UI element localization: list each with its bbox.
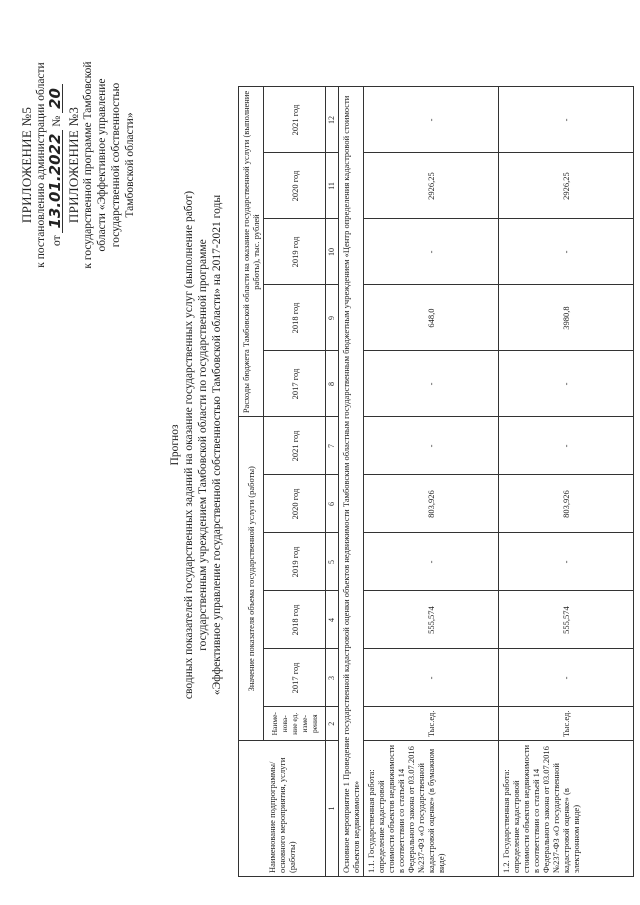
header-row-1 — [239, 87, 264, 877]
header-value: Значение показателя объема государственной услуги (работы) — [239, 417, 264, 741]
header-unit: Наиме-нова-ние ед. изме-рения — [264, 707, 326, 741]
column-numbers-row: 1 2 3 4 5 6 7 8 9 10 11 12 — [326, 87, 339, 877]
appendix-date-line: от 13.01.2022 № 20 — [48, 15, 64, 315]
appendix-ref: к постановлению администрации области — [35, 62, 47, 268]
appendix-block: ПРИЛОЖЕНИЕ №5 к постановлению администрации области от 13.01.2022 № 20 ПРИЛОЖЕНИЕ №3 к государственной программе Тамбовской области «Эффективное управление государственной собственностью Тамбовской области» — [20, 15, 137, 315]
appendix-title: ПРИЛОЖЕНИЕ №5 — [19, 106, 34, 224]
header-row-2: Наиме-нова-ние ед. изме-рения 2017 год 2018 год 2019 год 2020 год 2021 год 2017 год 2018 год 2019 год 2020 год 2021 год — [264, 87, 326, 877]
table-row: 1.1. Государственная работа: определение кадастровой стоимости объектов недвижимости в соответствии со статьей 14 Федерального закона от 03.07.2016 №237-ФЗ «О государственной кадастровой оценке» (в бумажном виде) Тыс.ед. - 555,574 - 803,926 - - 648,0 - 2926,25 - — [364, 87, 499, 877]
main-event-row — [339, 87, 364, 877]
appendix-number: 20 — [48, 84, 63, 113]
main-event: Основное мероприятие 1 Проведение государственной кадастровой оценки объектов недвижимости Тамбовским областным государственным бюджетным учреждением «Центр определения кадастровой стоимости объектов недвижимости» — [339, 87, 364, 877]
document-title: Прогноз сводных показателей государственных заданий на оказание государственных услуг (выполнение работ) государственным учреждением Тамбовской области по государственной программе «Эффективное управление государственной собственностью Тамбовской области» на 2017-2021 годы — [169, 190, 223, 700]
header-expenses: Расходы бюджета Тамбовской области на оказание государственной услуги (выполнение работы), тыс. рублей — [239, 87, 264, 417]
appendix-date: 13.01.2022 — [48, 130, 63, 233]
header-name: Наименование подпрограммы/основного мероприятия, услуги (работы) — [239, 741, 326, 877]
table-row: 1.2. Государственная работа: определение кадастровой стоимости объектов недвижимости в соответствии со статьей 14 Федерального закона от 03.07.2016 №237-ФЗ «О государственной кадастровой оценке» (в электронном виде) Тыс.ед. - 555,574 - 803,926 - - 3980,8 - 2926,25 - — [499, 87, 634, 877]
forecast-table — [238, 87, 634, 878]
appendix-title-2: ПРИЛОЖЕНИЕ №3 — [66, 106, 81, 224]
